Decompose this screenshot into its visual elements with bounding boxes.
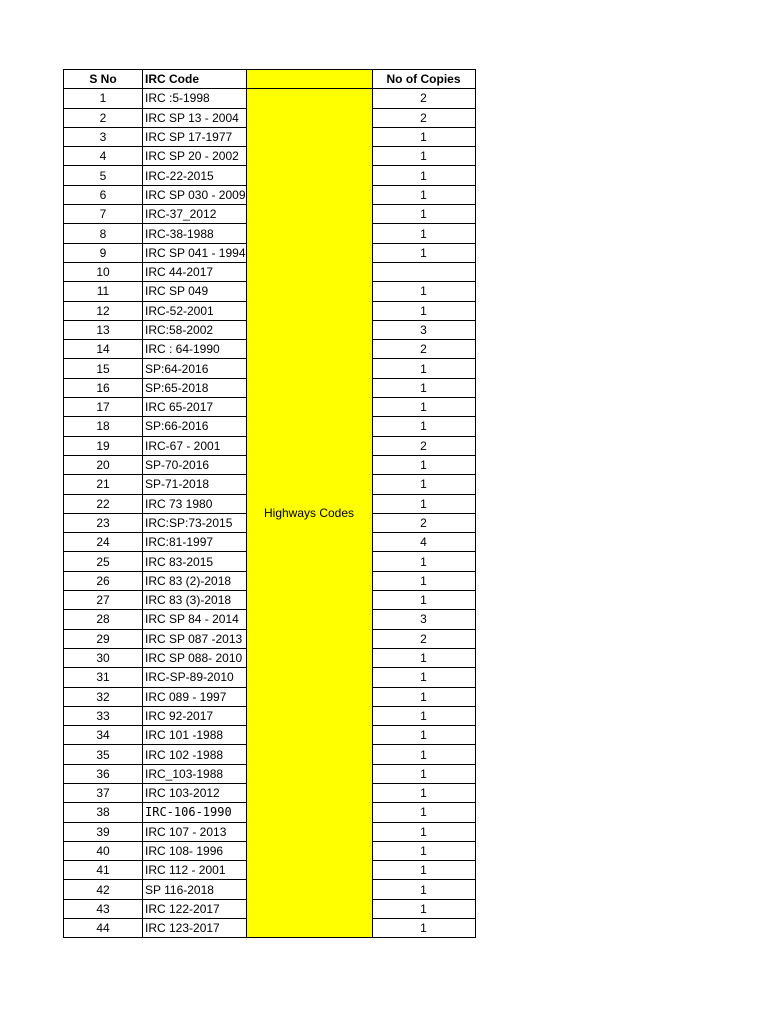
- cell-no-of-copies[interactable]: 1: [372, 841, 475, 860]
- cell-sno[interactable]: 20: [64, 455, 143, 474]
- cell-no-of-copies[interactable]: 1: [372, 378, 475, 397]
- cell-sno[interactable]: 34: [64, 726, 143, 745]
- cell-irc-code[interactable]: IRC-52-2001: [143, 301, 247, 320]
- cell-sno[interactable]: 22: [64, 494, 143, 513]
- cell-no-of-copies[interactable]: 1: [372, 687, 475, 706]
- cell-sno[interactable]: 41: [64, 861, 143, 880]
- cell-irc-code[interactable]: IRC SP 84 - 2014: [143, 610, 247, 629]
- cell-sno[interactable]: 27: [64, 591, 143, 610]
- cell-sno[interactable]: 5: [64, 166, 143, 185]
- cell-irc-code[interactable]: SP:65-2018: [143, 378, 247, 397]
- cell-irc-code[interactable]: IRC 83-2015: [143, 552, 247, 571]
- cell-no-of-copies[interactable]: 1: [372, 726, 475, 745]
- cell-irc-code[interactable]: IRC 92-2017: [143, 706, 247, 725]
- cell-no-of-copies[interactable]: 1: [372, 591, 475, 610]
- cell-no-of-copies[interactable]: 1: [372, 648, 475, 667]
- cell-irc-code[interactable]: IRC SP 087 -2013: [143, 629, 247, 648]
- cell-sno[interactable]: 32: [64, 687, 143, 706]
- cell-sno[interactable]: 30: [64, 648, 143, 667]
- cell-no-of-copies[interactable]: 1: [372, 282, 475, 301]
- cell-irc-code[interactable]: IRC-106-1990: [143, 803, 247, 822]
- cell-no-of-copies[interactable]: 1: [372, 243, 475, 262]
- cell-irc-code[interactable]: IRC 73 1980: [143, 494, 247, 513]
- cell-no-of-copies[interactable]: 2: [372, 340, 475, 359]
- cell-no-of-copies[interactable]: 2: [372, 108, 475, 127]
- cell-sno[interactable]: 26: [64, 571, 143, 590]
- cell-irc-code[interactable]: IRC 112 - 2001: [143, 861, 247, 880]
- cell-sno[interactable]: 13: [64, 320, 143, 339]
- cell-no-of-copies[interactable]: 1: [372, 398, 475, 417]
- header-irc-code[interactable]: IRC Code: [143, 70, 247, 89]
- cell-sno[interactable]: 10: [64, 262, 143, 281]
- cell-sno[interactable]: 1: [64, 89, 143, 108]
- cell-no-of-copies[interactable]: [372, 262, 475, 281]
- cell-no-of-copies[interactable]: 1: [372, 803, 475, 822]
- table-row: [64, 89, 476, 108]
- cell-sno[interactable]: 28: [64, 610, 143, 629]
- cell-irc-code[interactable]: IRC SP 20 - 2002: [143, 147, 247, 166]
- cell-no-of-copies[interactable]: 1: [372, 571, 475, 590]
- cell-irc-code[interactable]: IRC 101 -1988: [143, 726, 247, 745]
- cell-sno[interactable]: 3: [64, 127, 143, 146]
- header-no-of-copies[interactable]: No of Copies: [372, 70, 475, 89]
- cell-sno[interactable]: 37: [64, 783, 143, 802]
- cell-no-of-copies[interactable]: 1: [372, 224, 475, 243]
- cell-no-of-copies[interactable]: 1: [372, 475, 475, 494]
- cell-no-of-copies[interactable]: 1: [372, 417, 475, 436]
- cell-irc-code[interactable]: SP:66-2016: [143, 417, 247, 436]
- cell-sno[interactable]: 40: [64, 841, 143, 860]
- cell-no-of-copies[interactable]: 3: [372, 610, 475, 629]
- cell-sno[interactable]: 16: [64, 378, 143, 397]
- spreadsheet: [63, 69, 476, 938]
- cell-irc-code[interactable]: IRC-37_2012: [143, 205, 247, 224]
- cell-no-of-copies[interactable]: 4: [372, 533, 475, 552]
- cell-irc-code[interactable]: IRC-38-1988: [143, 224, 247, 243]
- cell-no-of-copies[interactable]: 2: [372, 513, 475, 532]
- cell-sno[interactable]: 43: [64, 899, 143, 918]
- cell-no-of-copies[interactable]: 1: [372, 783, 475, 802]
- cell-no-of-copies[interactable]: 1: [372, 706, 475, 725]
- cell-irc-code[interactable]: IRC 123-2017: [143, 919, 247, 938]
- cell-sno[interactable]: 21: [64, 475, 143, 494]
- cell-irc-code[interactable]: IRC 44-2017: [143, 262, 247, 281]
- cell-sno[interactable]: 14: [64, 340, 143, 359]
- cell-irc-code[interactable]: IRC : 64-1990: [143, 340, 247, 359]
- cell-sno[interactable]: 8: [64, 224, 143, 243]
- cell-sno[interactable]: 25: [64, 552, 143, 571]
- cell-no-of-copies[interactable]: 2: [372, 436, 475, 455]
- cell-sno[interactable]: 18: [64, 417, 143, 436]
- cell-sno[interactable]: 17: [64, 398, 143, 417]
- cell-irc-code[interactable]: IRC-SP-89-2010: [143, 668, 247, 687]
- cell-irc-code[interactable]: IRC SP 088- 2010: [143, 648, 247, 667]
- table-body: [64, 89, 476, 938]
- cell-sno[interactable]: 39: [64, 822, 143, 841]
- cell-irc-code[interactable]: IRC SP 041 - 1994: [143, 243, 247, 262]
- cell-irc-code[interactable]: IRC 089 - 1997: [143, 687, 247, 706]
- cell-irc-code[interactable]: IRC SP 030 - 2009: [143, 185, 247, 204]
- cell-no-of-copies[interactable]: 3: [372, 320, 475, 339]
- cell-sno[interactable]: 2: [64, 108, 143, 127]
- cell-irc-code[interactable]: IRC-22-2015: [143, 166, 247, 185]
- cell-sno[interactable]: 19: [64, 436, 143, 455]
- cell-sno[interactable]: 33: [64, 706, 143, 725]
- cell-irc-code[interactable]: IRC SP 049: [143, 282, 247, 301]
- cell-irc-code[interactable]: SP:64-2016: [143, 359, 247, 378]
- cell-no-of-copies[interactable]: 1: [372, 745, 475, 764]
- cell-irc-code[interactable]: IRC:58-2002: [143, 320, 247, 339]
- cell-irc-code[interactable]: IRC 108- 1996: [143, 841, 247, 860]
- cell-sno[interactable]: 36: [64, 764, 143, 783]
- header-category[interactable]: [246, 70, 372, 89]
- cell-irc-code[interactable]: SP-71-2018: [143, 475, 247, 494]
- cell-sno[interactable]: 4: [64, 147, 143, 166]
- cell-no-of-copies[interactable]: 1: [372, 822, 475, 841]
- cell-irc-code[interactable]: IRC-67 - 2001: [143, 436, 247, 455]
- cell-no-of-copies[interactable]: 1: [372, 494, 475, 513]
- cell-sno[interactable]: 38: [64, 803, 143, 822]
- header-row: [64, 70, 476, 89]
- cell-sno[interactable]: 15: [64, 359, 143, 378]
- cell-sno[interactable]: 11: [64, 282, 143, 301]
- cell-no-of-copies[interactable]: 1: [372, 166, 475, 185]
- cell-sno[interactable]: 31: [64, 668, 143, 687]
- cell-sno[interactable]: 7: [64, 205, 143, 224]
- cell-no-of-copies[interactable]: 1: [372, 205, 475, 224]
- cell-irc-code[interactable]: IRC 83 (2)-2018: [143, 571, 247, 590]
- cell-no-of-copies[interactable]: 1: [372, 301, 475, 320]
- cell-no-of-copies[interactable]: 1: [372, 552, 475, 571]
- cell-sno[interactable]: 35: [64, 745, 143, 764]
- cell-no-of-copies[interactable]: 1: [372, 899, 475, 918]
- cell-no-of-copies[interactable]: 1: [372, 127, 475, 146]
- cell-sno[interactable]: 9: [64, 243, 143, 262]
- cell-no-of-copies[interactable]: 1: [372, 919, 475, 938]
- cell-irc-code[interactable]: IRC :5-1998: [143, 89, 247, 108]
- irc-codes-table: [63, 69, 476, 938]
- category-merged-cell[interactable]: Highways Codes: [246, 89, 372, 938]
- cell-no-of-copies[interactable]: 2: [372, 89, 475, 108]
- cell-irc-code[interactable]: IRC 65-2017: [143, 398, 247, 417]
- cell-irc-code[interactable]: IRC SP 17-1977: [143, 127, 247, 146]
- cell-irc-code[interactable]: IRC SP 13 - 2004: [143, 108, 247, 127]
- cell-irc-code[interactable]: IRC 103-2012: [143, 783, 247, 802]
- cell-no-of-copies[interactable]: 1: [372, 185, 475, 204]
- header-sno[interactable]: S No: [64, 70, 143, 89]
- cell-sno[interactable]: 6: [64, 185, 143, 204]
- cell-irc-code[interactable]: IRC 122-2017: [143, 899, 247, 918]
- cell-irc-code[interactable]: IRC 107 - 2013: [143, 822, 247, 841]
- cell-no-of-copies[interactable]: 1: [372, 764, 475, 783]
- cell-sno[interactable]: 42: [64, 880, 143, 899]
- cell-no-of-copies[interactable]: 1: [372, 668, 475, 687]
- cell-sno[interactable]: 23: [64, 513, 143, 532]
- cell-sno[interactable]: 24: [64, 533, 143, 552]
- cell-no-of-copies[interactable]: 1: [372, 861, 475, 880]
- cell-irc-code[interactable]: IRC 102 -1988: [143, 745, 247, 764]
- cell-irc-code[interactable]: IRC:SP:73-2015: [143, 513, 247, 532]
- cell-irc-code[interactable]: SP-70-2016: [143, 455, 247, 474]
- cell-no-of-copies[interactable]: 1: [372, 359, 475, 378]
- cell-sno[interactable]: 12: [64, 301, 143, 320]
- cell-irc-code[interactable]: SP 116-2018: [143, 880, 247, 899]
- cell-no-of-copies[interactable]: 1: [372, 455, 475, 474]
- cell-sno[interactable]: 29: [64, 629, 143, 648]
- cell-no-of-copies[interactable]: 2: [372, 629, 475, 648]
- cell-irc-code[interactable]: IRC_103-1988: [143, 764, 247, 783]
- cell-irc-code[interactable]: IRC 83 (3)-2018: [143, 591, 247, 610]
- cell-irc-code[interactable]: IRC:81-1997: [143, 533, 247, 552]
- cell-sno[interactable]: 44: [64, 919, 143, 938]
- cell-no-of-copies[interactable]: 1: [372, 147, 475, 166]
- cell-no-of-copies[interactable]: 1: [372, 880, 475, 899]
